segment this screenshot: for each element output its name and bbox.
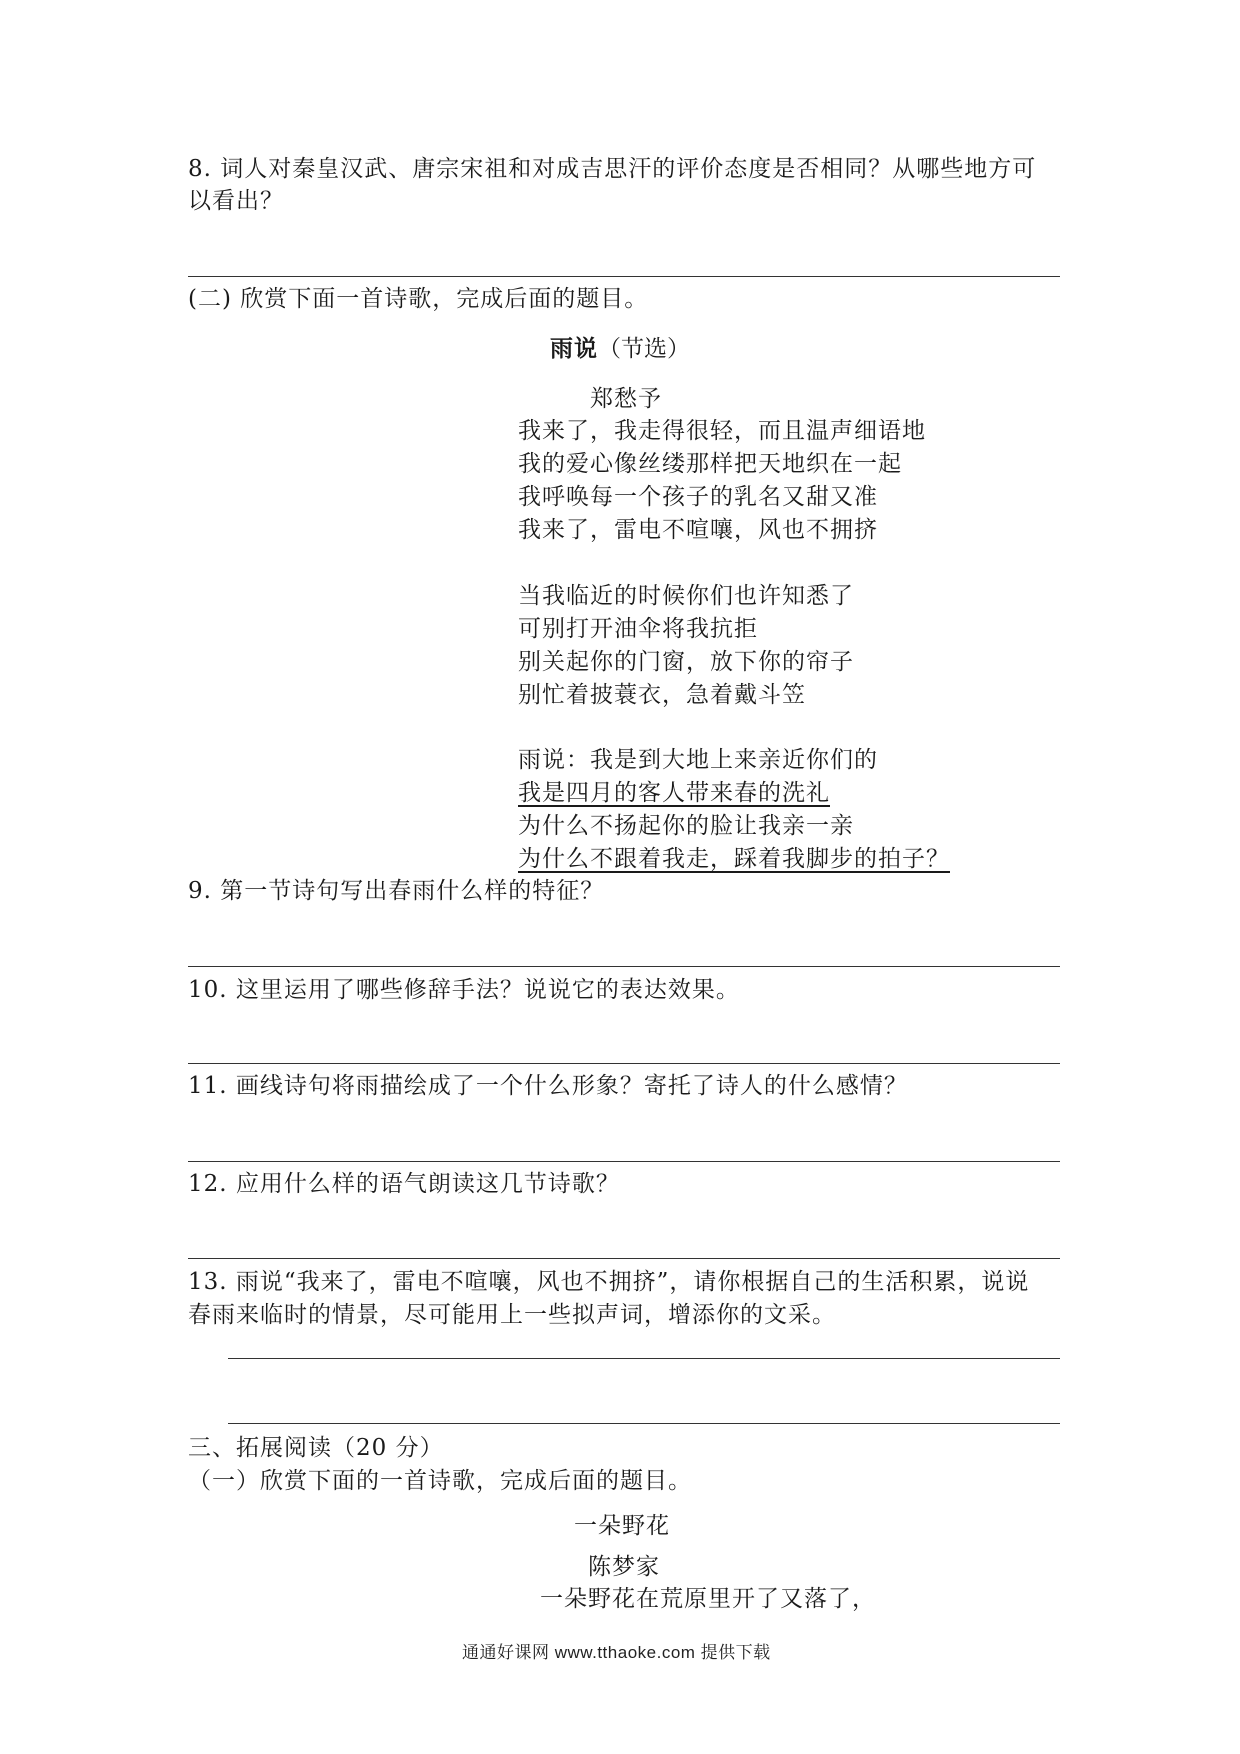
answer-line-q13-2[interactable] <box>228 1423 1060 1424</box>
poem-line: 可别打开油伞将我抗拒 <box>518 616 758 642</box>
section-2-heading: (二) 欣赏下面一首诗歌，完成后面的题目。 <box>188 286 649 312</box>
poem-2-title: 一朵野花 <box>574 1513 670 1539</box>
question-9: 9. 第一节诗句写出春雨什么样的特征？ <box>188 878 605 904</box>
question-13-line-1: 13. 雨说“我来了，雷电不喧嚷，风也不拥挤”，请你根据自己的生活积累，说说 <box>188 1269 1030 1295</box>
question-13-line-2: 春雨来临时的情景，尽可能用上一些拟声词，增添你的文采。 <box>188 1302 836 1328</box>
footer-source: 通通好课网 www.tthaoke.com 提供下载 <box>462 1643 771 1662</box>
poem-line: 别关起你的门窗，放下你的帘子 <box>518 649 854 675</box>
question-12: 12. 应用什么样的语气朗读这几节诗歌？ <box>188 1171 620 1197</box>
poem-line: 我呼唤每一个孩子的乳名又甜又准 <box>518 484 878 510</box>
answer-line-q12[interactable] <box>188 1258 1060 1259</box>
question-8-line-2: 以看出？ <box>188 188 284 214</box>
poem-title-row <box>550 334 690 364</box>
poem-line: 当我临近的时候你们也许知悉了 <box>518 583 854 609</box>
answer-line-q8[interactable] <box>188 276 1060 277</box>
poem-line: 我来了，雷电不喧嚷，风也不拥挤 <box>518 517 878 543</box>
poem-line-underlined: 为什么不跟着我走，踩着我脚步的拍子？ <box>518 846 950 872</box>
answer-line-q13-1[interactable] <box>228 1358 1060 1359</box>
part-3-heading: 三、拓展阅读（20 分） <box>188 1435 444 1461</box>
poem-title: 雨说 <box>550 335 598 362</box>
question-10: 10. 这里运用了哪些修辞手法？说说它的表达效果。 <box>188 977 740 1003</box>
part-3-subheading: （一）欣赏下面的一首诗歌，完成后面的题目。 <box>188 1468 692 1494</box>
question-8-line-1: 8. 词人对秦皇汉武、唐宗宋祖和对成吉思汗的评价态度是否相同？从哪些地方可 <box>188 156 1037 182</box>
poem-line: 为什么不扬起你的脸让我亲一亲 <box>518 813 854 839</box>
question-11: 11. 画线诗句将雨描绘成了一个什么形象？寄托了诗人的什么感情？ <box>188 1073 908 1099</box>
poem-2-author: 陈梦家 <box>588 1554 660 1580</box>
poem-title-note: （节选） <box>598 336 690 362</box>
poem-author: 郑愁予 <box>590 386 662 412</box>
poem-line: 别忙着披蓑衣，急着戴斗笠 <box>518 682 806 708</box>
poem-line: 我的爱心像丝缕那样把天地织在一起 <box>518 451 902 477</box>
answer-line-q10[interactable] <box>188 1063 1060 1064</box>
answer-line-q9[interactable] <box>188 966 1060 967</box>
poem-line: 我来了，我走得很轻，而且温声细语地 <box>518 418 926 444</box>
answer-line-q11[interactable] <box>188 1161 1060 1162</box>
poem-line-underlined: 我是四月的客人带来春的洗礼 <box>518 780 830 806</box>
poem-line: 雨说：我是到大地上来亲近你们的 <box>518 747 878 773</box>
poem-2-first-line: 一朵野花在荒原里开了又落了， <box>540 1586 876 1612</box>
